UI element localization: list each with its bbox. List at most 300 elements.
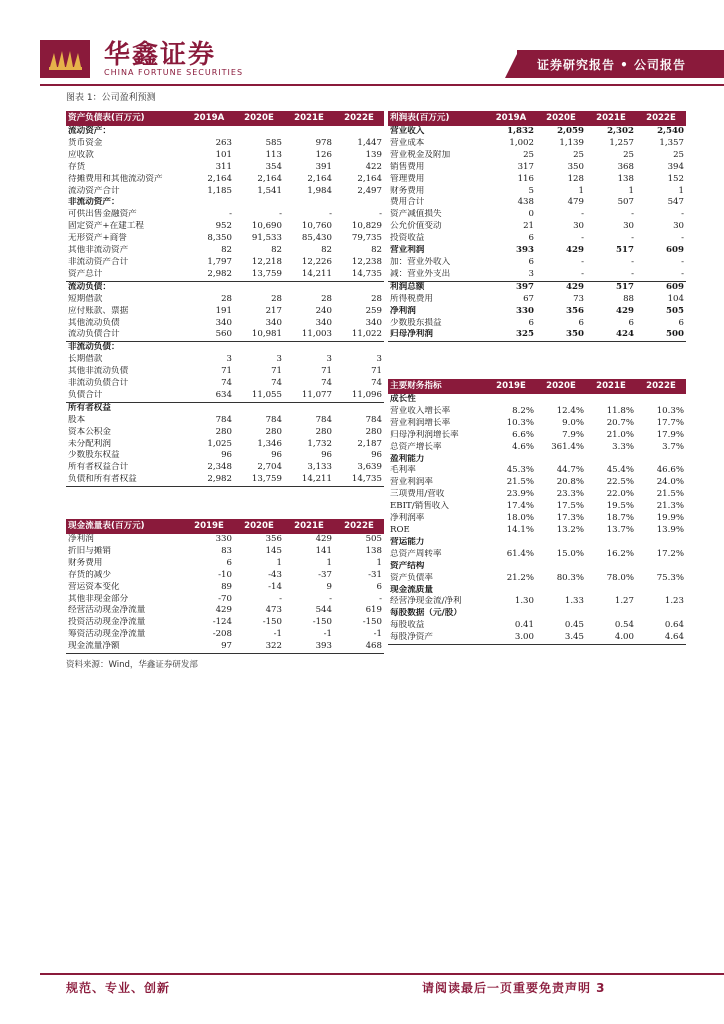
- row-label: 归母净利润: [388, 329, 486, 341]
- cell-value: 82: [271, 245, 282, 256]
- row-label: 存货: [68, 161, 86, 172]
- row-label: 所有者权益: [68, 402, 111, 413]
- cell-value: 1,025: [207, 438, 232, 449]
- cell-value: 1,732: [307, 438, 332, 449]
- row-label: 货币资金: [68, 137, 103, 148]
- cell-value: 2,164: [257, 173, 282, 184]
- table-row: [66, 257, 384, 269]
- cell-value: 71: [271, 366, 282, 377]
- table-row: [388, 632, 686, 644]
- cell-value: 280: [265, 426, 282, 437]
- cell-value: 0.64: [664, 620, 684, 631]
- cell-value: 6: [528, 233, 534, 244]
- cell-value: [234, 402, 284, 414]
- cell-value: 82: [321, 245, 332, 256]
- cell-value: 634: [184, 390, 234, 402]
- table-row: [66, 415, 384, 427]
- table-row: [66, 354, 384, 366]
- cell-value: 96: [271, 450, 282, 461]
- cell-value: 21.2%: [506, 572, 534, 583]
- row-label: ROE: [390, 524, 410, 535]
- cell-value: -1: [273, 629, 282, 640]
- table-row: [66, 450, 384, 462]
- cell-value: 2,704: [257, 462, 282, 473]
- cell-value: 11,003: [284, 329, 334, 341]
- row-label: 资产负债率: [390, 572, 433, 583]
- cell-value: 14.1%: [506, 524, 534, 535]
- cell-value: [284, 342, 334, 354]
- column-header: 2019E: [486, 379, 536, 394]
- cell-value: 25: [523, 149, 534, 160]
- cell-value: 784: [315, 414, 332, 425]
- row-label: 待摊费用和其他流动资产: [68, 173, 163, 184]
- table-row: [66, 318, 384, 330]
- cell-value: -: [379, 209, 382, 220]
- cell-value: [486, 561, 536, 573]
- cell-value: -: [631, 256, 634, 267]
- row-label: 应付账款、票据: [68, 305, 129, 316]
- row-label: 营业税金及附加: [390, 149, 451, 160]
- table-row: [66, 474, 384, 486]
- table-row: [66, 329, 384, 341]
- row-label: 其他流动负债: [68, 317, 120, 328]
- table-row: [388, 245, 686, 257]
- cell-value: [586, 608, 636, 620]
- table-header-row: [66, 519, 384, 534]
- cell-value: 20.7%: [606, 417, 634, 428]
- cell-value: [334, 342, 384, 354]
- cell-value: 544: [315, 605, 332, 616]
- cell-value: 2,059: [557, 126, 584, 136]
- cell-value: -31: [368, 569, 382, 580]
- cell-value: [536, 561, 586, 573]
- table-row: [388, 138, 686, 150]
- cell-value: 5: [528, 185, 534, 196]
- cell-value: 429: [616, 305, 634, 316]
- cell-value: 354: [265, 161, 282, 172]
- cell-value: 1.27: [614, 596, 634, 607]
- cash-flow-table: [66, 519, 384, 654]
- row-label: 每股净资产: [388, 632, 486, 644]
- table-header-row: [388, 379, 686, 394]
- cell-value: 30: [573, 221, 584, 232]
- table-row: [388, 150, 686, 162]
- row-label: 财务费用: [68, 557, 103, 568]
- cell-value: 21.5%: [506, 477, 534, 488]
- cell-value: [536, 394, 586, 406]
- column-header: 2019E: [184, 519, 234, 534]
- cell-value: 784: [215, 414, 232, 425]
- table-row: [388, 209, 686, 221]
- cell-value: 91,533: [251, 233, 282, 244]
- row-label: 盈利能力: [390, 453, 425, 464]
- cell-value: [586, 454, 636, 466]
- cell-value: [636, 537, 686, 549]
- cell-value: 10.3%: [656, 405, 684, 416]
- cell-value: 12,226: [301, 256, 332, 267]
- cell-value: 505: [365, 534, 382, 544]
- table-row: [66, 582, 384, 594]
- cell-value: 340: [365, 317, 382, 328]
- cell-value: 317: [517, 161, 534, 172]
- table-row: [66, 186, 384, 198]
- table-row: [66, 221, 384, 233]
- row-label: 流动负债：: [68, 281, 111, 292]
- cell-value: 1: [628, 185, 634, 196]
- cell-value: 75.3%: [656, 572, 684, 583]
- cell-value: [284, 281, 334, 293]
- cell-value: -: [379, 593, 382, 604]
- table-row: [66, 245, 384, 257]
- cell-value: 1: [578, 185, 584, 196]
- cell-value: 61.4%: [506, 548, 534, 559]
- cell-value: 9.0%: [562, 417, 584, 428]
- table-row: [66, 162, 384, 174]
- table-row: [66, 641, 384, 653]
- cell-value: 82: [221, 245, 232, 256]
- cell-value: -70: [218, 593, 232, 604]
- cell-value: 14,211: [284, 474, 334, 486]
- cell-value: 14,735: [334, 474, 384, 486]
- cell-value: -: [581, 233, 584, 244]
- table-row: [66, 427, 384, 439]
- table-row: [66, 294, 384, 306]
- cell-value: 74: [271, 378, 282, 389]
- cell-value: 46.6%: [656, 465, 684, 476]
- cell-value: 11,055: [234, 390, 284, 402]
- cell-value: -: [581, 209, 584, 220]
- cell-value: 25: [623, 149, 634, 160]
- income-statement-table: [388, 111, 686, 342]
- row-label: 公允价值变动: [390, 221, 442, 232]
- cell-value: 391: [315, 161, 332, 172]
- row-label: 股本: [68, 414, 86, 425]
- cell-value: 2,164: [207, 173, 232, 184]
- table-row: [66, 402, 384, 414]
- cell-value: 145: [265, 545, 282, 556]
- cell-value: [334, 126, 384, 138]
- cell-value: 6: [376, 581, 382, 592]
- cell-value: 44.7%: [556, 465, 584, 476]
- company-logo: [40, 40, 90, 78]
- table-row: [388, 221, 686, 233]
- table-row: [388, 126, 686, 138]
- cell-value: 429: [566, 245, 584, 256]
- cell-value: [636, 608, 686, 620]
- cell-value: 17.4%: [506, 501, 534, 512]
- cell-value: 429: [566, 281, 584, 292]
- cell-value: 101: [215, 149, 232, 160]
- table-row: [388, 197, 686, 209]
- row-label: 其他非流动资产: [68, 245, 129, 256]
- cell-value: 73: [573, 293, 584, 304]
- table-row: [66, 439, 384, 451]
- header-divider: [40, 84, 724, 86]
- cell-value: -43: [268, 569, 282, 580]
- cell-value: 113: [265, 149, 282, 160]
- table-row: [66, 342, 384, 354]
- cell-value: 23.9%: [506, 489, 534, 500]
- column-header: 2022E: [334, 519, 384, 534]
- table-row: [388, 620, 686, 632]
- cell-value: 16.2%: [606, 548, 634, 559]
- cell-value: 547: [667, 197, 684, 208]
- row-label: 少数股东损益: [390, 317, 442, 328]
- cell-value: 4.64: [636, 632, 686, 644]
- cell-value: 28: [221, 293, 232, 304]
- row-label: 资产结构: [390, 560, 425, 571]
- table-row: [388, 257, 686, 269]
- table-row: [388, 537, 686, 549]
- cell-value: 17.3%: [556, 513, 584, 524]
- cell-value: 1: [276, 557, 282, 568]
- cell-value: [486, 608, 536, 620]
- footer-disclaimer: 请阅读最后一页重要免责声明 3: [422, 981, 606, 995]
- cell-value: 11,077: [284, 390, 334, 402]
- cell-value: -: [279, 593, 282, 604]
- row-label: 营运资本变化: [68, 581, 120, 592]
- cell-value: 1,541: [257, 185, 282, 196]
- cell-value: 6.6%: [512, 429, 534, 440]
- table-row: [66, 281, 384, 293]
- cell-value: 3.7%: [662, 441, 684, 452]
- cell-value: 585: [265, 137, 282, 148]
- cell-value: 1,002: [509, 137, 534, 148]
- cell-value: 10,690: [251, 221, 282, 232]
- table-row: [66, 594, 384, 606]
- cell-value: -: [636, 269, 686, 281]
- cell-value: [234, 281, 284, 293]
- cell-value: 10,760: [301, 221, 332, 232]
- cell-value: 3: [376, 354, 382, 365]
- cell-value: 71: [321, 366, 332, 377]
- table-row: [66, 126, 384, 138]
- cell-value: 30: [673, 221, 684, 232]
- cell-value: 13.7%: [606, 524, 634, 535]
- cell-value: 152: [667, 173, 684, 184]
- table-row: [66, 378, 384, 390]
- cell-value: -208: [212, 629, 232, 640]
- cell-value: 340: [315, 317, 332, 328]
- row-label: 折旧与摊销: [68, 545, 111, 556]
- cell-value: [234, 197, 284, 209]
- cell-value: 1: [376, 557, 382, 568]
- row-label: 净利润率: [390, 513, 425, 524]
- cell-value: 17.7%: [656, 417, 684, 428]
- cell-value: [284, 126, 334, 138]
- column-header: 2021E: [284, 111, 334, 126]
- cell-value: 19.9%: [656, 513, 684, 524]
- table-row: [388, 525, 686, 537]
- table-row: [66, 209, 384, 221]
- cell-value: 12,238: [351, 256, 382, 267]
- row-label: 负债合计: [66, 390, 184, 402]
- row-label: 营业利润率: [390, 477, 433, 488]
- cell-value: 2,497: [357, 185, 382, 196]
- cell-value: 3.45: [536, 632, 586, 644]
- row-label: 管理费用: [390, 173, 425, 184]
- cell-value: 322: [234, 641, 284, 653]
- cell-value: [184, 281, 234, 293]
- cell-value: 141: [315, 545, 332, 556]
- table-row: [388, 549, 686, 561]
- row-label: 流动负债合计: [66, 329, 184, 341]
- cell-value: [486, 537, 536, 549]
- cell-value: [234, 342, 284, 354]
- row-label: 营业成本: [390, 137, 425, 148]
- cell-value: 2,164: [307, 173, 332, 184]
- table-row: [388, 573, 686, 585]
- cell-value: 560: [184, 329, 234, 341]
- cell-value: 12,218: [251, 256, 282, 267]
- cell-value: 96: [371, 450, 382, 461]
- table-row: [388, 281, 686, 293]
- cell-value: -: [329, 593, 332, 604]
- figure-title: 图表 1：公司盈利预测: [66, 93, 156, 103]
- cell-value: 217: [265, 305, 282, 316]
- table-row: [66, 138, 384, 150]
- cell-value: 394: [667, 161, 684, 172]
- cell-value: 80.3%: [556, 572, 584, 583]
- cell-value: 74: [321, 378, 332, 389]
- cell-value: 3: [276, 354, 282, 365]
- cell-value: [636, 394, 686, 406]
- row-label: 利润总额: [390, 281, 425, 292]
- cell-value: 17.9%: [656, 429, 684, 440]
- table-row: [66, 233, 384, 245]
- cell-value: 96: [321, 450, 332, 461]
- table-row: [388, 318, 686, 330]
- cell-value: 25: [673, 149, 684, 160]
- cell-value: 517: [616, 281, 634, 292]
- table-row: [66, 150, 384, 162]
- cell-value: -: [681, 209, 684, 220]
- cell-value: 3.3%: [612, 441, 634, 452]
- cell-value: 10,981: [234, 329, 284, 341]
- cell-value: 619: [365, 605, 382, 616]
- cell-value: -1: [323, 629, 332, 640]
- cell-value: 2,982: [184, 269, 234, 281]
- row-label: 所有者权益合计: [68, 462, 129, 473]
- cell-value: -37: [318, 569, 332, 580]
- cell-value: 18.0%: [506, 513, 534, 524]
- row-label: 投资活动现金净流量: [68, 617, 146, 628]
- cell-value: 1.30: [514, 596, 534, 607]
- table-row: [388, 418, 686, 430]
- cell-value: [586, 537, 636, 549]
- cell-value: 104: [667, 293, 684, 304]
- cell-value: -124: [212, 617, 232, 628]
- cell-value: 88: [623, 293, 634, 304]
- cell-value: 0.45: [564, 620, 584, 631]
- cell-value: 85,430: [301, 233, 332, 244]
- cell-value: 1,797: [207, 256, 232, 267]
- cell-value: 2,302: [607, 126, 634, 136]
- cell-value: -: [631, 209, 634, 220]
- cell-value: -150: [362, 617, 382, 628]
- table-row: [388, 269, 686, 281]
- cell-value: 429: [215, 605, 232, 616]
- cell-value: 78.0%: [606, 572, 634, 583]
- cell-value: [334, 402, 384, 414]
- cell-value: 22.0%: [606, 489, 634, 500]
- cell-value: 330: [215, 534, 232, 544]
- row-label: 经营活动现金净流量: [68, 605, 146, 616]
- table-row: [66, 269, 384, 281]
- row-label: 营业收入: [390, 126, 425, 136]
- table-row: [388, 406, 686, 418]
- row-label: 现金流量净额: [66, 641, 184, 653]
- cell-value: 6: [628, 317, 634, 328]
- cell-value: 13.2%: [556, 524, 584, 535]
- cell-value: 0.41: [514, 620, 534, 631]
- cell-value: 139: [365, 149, 382, 160]
- cell-value: 340: [215, 317, 232, 328]
- cell-value: 350: [567, 161, 584, 172]
- cell-value: 67: [523, 293, 534, 304]
- cell-value: 1,832: [507, 126, 534, 136]
- cell-value: 15.0%: [556, 548, 584, 559]
- cell-value: -: [229, 209, 232, 220]
- table-row: [388, 501, 686, 513]
- table-row: [66, 558, 384, 570]
- cell-value: 2,164: [357, 173, 382, 184]
- table-row: [388, 513, 686, 525]
- cell-value: 89: [221, 581, 232, 592]
- table-row: [388, 489, 686, 501]
- cell-value: 356: [566, 305, 584, 316]
- cell-value: 1,346: [257, 438, 282, 449]
- cell-value: 2,348: [207, 462, 232, 473]
- cell-value: 263: [215, 137, 232, 148]
- cell-value: [536, 454, 586, 466]
- cell-value: -150: [262, 617, 282, 628]
- balance-sheet-table: [66, 111, 384, 487]
- row-label: 总资产周转率: [390, 548, 442, 559]
- cell-value: 23.3%: [556, 489, 584, 500]
- cell-value: 13,759: [234, 474, 284, 486]
- cell-value: [284, 197, 334, 209]
- cell-value: 468: [334, 641, 384, 653]
- row-label: 存货的减少: [68, 569, 111, 580]
- cell-value: 6: [678, 317, 684, 328]
- column-header: 2021E: [586, 111, 636, 126]
- row-label: 财务费用: [390, 185, 425, 196]
- cell-value: 13.9%: [656, 524, 684, 535]
- cell-value: [536, 537, 586, 549]
- row-label: 营业收入增长率: [390, 405, 451, 416]
- cell-value: 1.23: [664, 596, 684, 607]
- column-header: 2022E: [636, 379, 686, 394]
- stylized-bird-logo-icon: [46, 45, 84, 73]
- column-header: 2022E: [636, 111, 686, 126]
- brand-name-cn: 华鑫证券: [104, 40, 217, 70]
- cell-value: 14,735: [334, 269, 384, 281]
- cell-value: 21.3%: [656, 501, 684, 512]
- cell-value: [636, 585, 686, 597]
- cell-value: 1.33: [564, 596, 584, 607]
- cell-value: 28: [271, 293, 282, 304]
- cell-value: 356: [265, 534, 282, 544]
- cell-value: 393: [516, 245, 534, 256]
- cell-value: 330: [516, 305, 534, 316]
- row-label: 非流动负债合计: [68, 378, 129, 389]
- cell-value: 96: [221, 450, 232, 461]
- row-label: EBIT/销售收入: [390, 501, 449, 512]
- cell-value: 18.7%: [606, 513, 634, 524]
- row-label: 费用合计: [390, 197, 425, 208]
- cell-value: 259: [365, 305, 382, 316]
